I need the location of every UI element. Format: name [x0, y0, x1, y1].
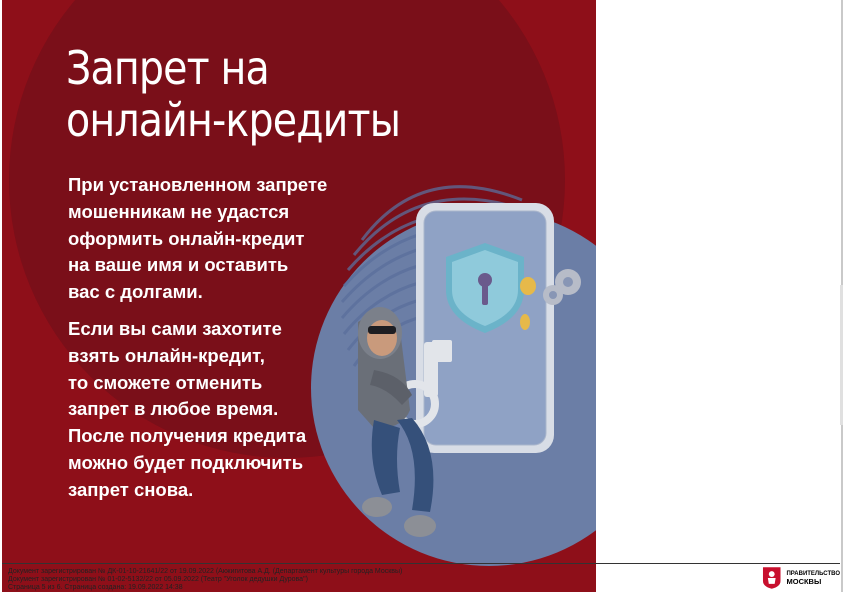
text-line: При установленном запрете [68, 174, 328, 195]
text-line: оформить онлайн-кредит [68, 227, 305, 249]
moscow-government-logo [762, 565, 840, 591]
headline-line: онлайн-кредиты [66, 93, 401, 147]
poster-headline [66, 42, 400, 146]
text-line: на ваше имя и оставить [68, 254, 289, 276]
logo-text-line1: ПРАВИТЕЛЬСТВО [786, 571, 840, 577]
headline-line: Запрет на [66, 41, 269, 95]
registration-line: Документ зарегистрирован № ДК-01-10-21641/22 от 19.09.2022 (Акжигитова А.Д. (Департамент культуры города Москвы) [8, 568, 403, 575]
page-info-line: Страница 5 из 6. Страница создана: 19.09.2022 14:38 [8, 584, 183, 591]
logo-text-line2: МОСКВЫ [786, 577, 822, 586]
text-line: можно будет подключить [68, 451, 304, 473]
moscow-coat-of-arms-icon [762, 566, 781, 590]
text-line: вас с долгами. [68, 281, 203, 303]
text-line: мошенникам не удастся [68, 200, 290, 222]
page-edge-marker [840, 285, 843, 425]
text-line: взять онлайн-кредит, [68, 344, 265, 366]
text-line: то сможете отменить [68, 371, 263, 393]
text-line: запрет в любое время. [68, 398, 279, 420]
paragraph-ban-cancel [68, 316, 306, 504]
registration-line: Документ зарегистрирован № 01-02-5132/22 от 05.09.2022 (Театр "Уголок дедушки Дурова") [8, 576, 308, 583]
text-line: запрет снова. [68, 478, 194, 500]
poster [2, 0, 596, 592]
paragraph-ban-protection [68, 172, 327, 306]
document-registration-info [8, 568, 402, 592]
text-line: После получения кредита [68, 425, 307, 447]
footer-divider [2, 563, 840, 564]
text-line: Если вы сами захотите [68, 318, 282, 339]
